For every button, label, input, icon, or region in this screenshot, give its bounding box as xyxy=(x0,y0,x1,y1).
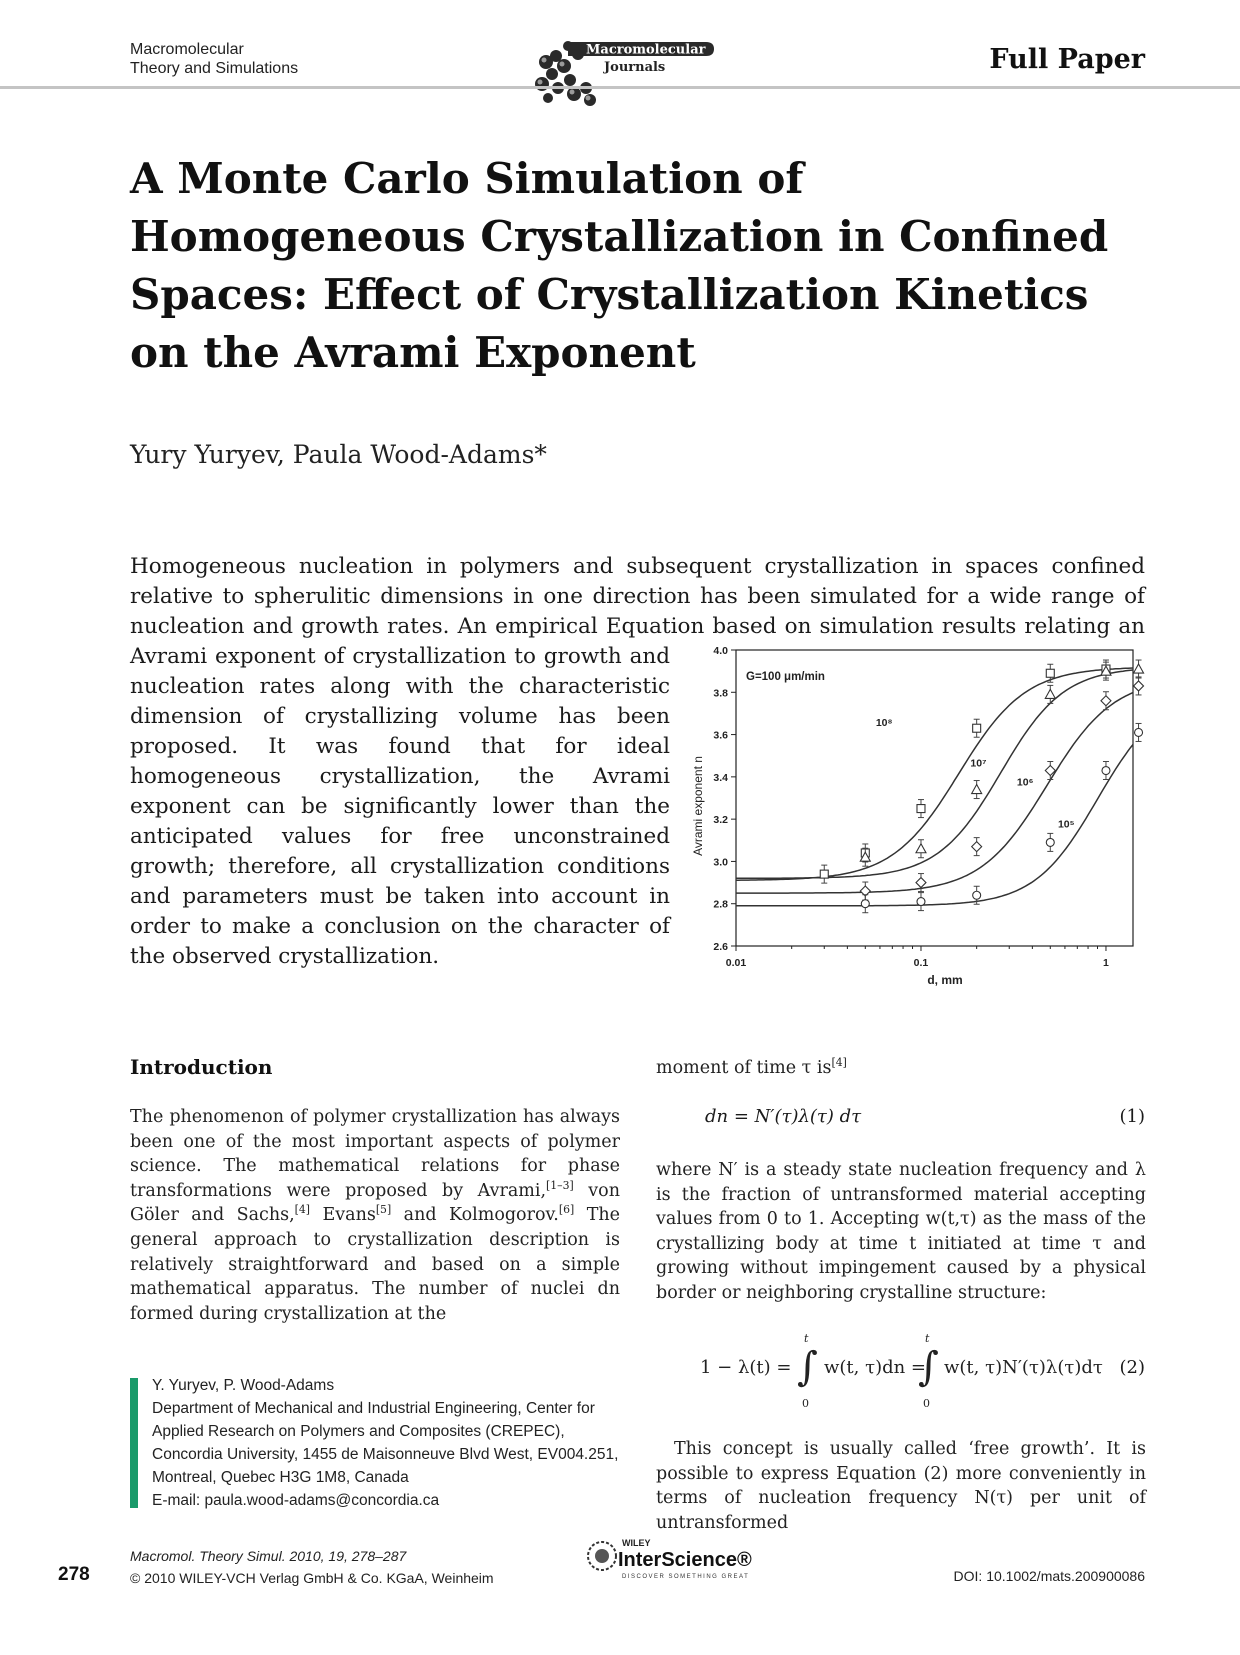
abstract-left: Avrami exponent of crystallization to growth and nucleation rates along with the characteristic dimension of crystallizing volume has been proposed. It was found that for ideal homogeneous crystallization, the Avrami exponent can be significantly lower than the anticipated values for free unconstrained growth; therefore, all crystallization conditions and parameters must be taken into account in order to make a conclusion on the character of the observed crystallization. xyxy=(130,644,670,969)
y-tick-label: 3.2 xyxy=(713,814,728,827)
series-label: 10⁸ xyxy=(875,717,893,730)
avrami-exponent-chart xyxy=(678,640,1158,990)
data-point-circle xyxy=(1102,767,1110,775)
intro-heading: Introduction xyxy=(130,1055,273,1079)
data-point-square xyxy=(973,724,981,732)
eq2-lower-limit: 0 xyxy=(923,1397,930,1410)
fit-curve xyxy=(736,668,1133,880)
logo-tagline: DISCOVER SOMETHING GREAT xyxy=(622,1574,750,1580)
journal-name-line2: Theory and Simulations xyxy=(130,60,299,77)
affiliation-accent-bar xyxy=(130,1378,138,1508)
page-number: 278 xyxy=(58,1564,90,1585)
data-point-square xyxy=(917,805,925,813)
intro-text-e: The general approach to crystallization description is relatively straightforward and based on a simple mathematical apparatus. The number of nuclei dn formed during crystallization at the xyxy=(130,1205,620,1324)
right-paragraph-2: where N′ is a steady state nucleation frequency and λ is the fraction of untransformed material accepting values from 0 to 1. Accepting w(t,τ) as the mass of the crystallizing body at time t initiated at time τ and growing without impingement caused by a physical border or neighboring crystalline structure: xyxy=(656,1160,1146,1303)
affiliation-names: Y. Yuryev, P. Wood-Adams xyxy=(152,1377,335,1394)
x-tick-label: 0.1 xyxy=(913,957,929,969)
y-tick-label: 2.6 xyxy=(713,941,728,953)
data-point-circle xyxy=(861,900,869,908)
eq2-rhs: w(t, τ)N′(τ)λ(τ)dτ xyxy=(944,1357,1103,1378)
y-tick-label: 3.4 xyxy=(713,771,728,784)
citation-ref: [4] xyxy=(831,1056,847,1070)
eq2-upper-limit: t xyxy=(925,1332,930,1345)
chart-x-label: d, mm xyxy=(927,973,963,987)
affiliation-email: E-mail: paula.wood-adams@concordia.ca xyxy=(152,1492,440,1509)
citation-ref: [6] xyxy=(558,1203,575,1217)
equation-1: dn = N′(τ)λ(τ) dτ xyxy=(705,1106,862,1127)
eq2-lhs: 1 − λ(t) = xyxy=(700,1357,792,1378)
intro-text-d: and Kolmogorov. xyxy=(391,1205,559,1226)
authors: Yury Yuryev, Paula Wood-Adams* xyxy=(130,440,547,469)
equation-1-number: (1) xyxy=(1119,1106,1145,1127)
x-tick-label: 0.01 xyxy=(725,957,747,969)
paper-title: A Monte Carlo Simulation of Homogeneous Crystallization in Confined Spaces: Effect of Crystallization Kinetics on the Avrami Exponent xyxy=(130,154,1109,377)
data-point-square xyxy=(1046,669,1054,677)
y-tick-label: 3.0 xyxy=(713,856,728,869)
data-point-triangle xyxy=(1134,664,1144,673)
data-point-diamond xyxy=(916,878,926,888)
journal-name-line1: Macromolecular xyxy=(130,41,244,58)
data-point-diamond xyxy=(1134,681,1144,691)
integral-sign: ∫ xyxy=(918,1344,939,1390)
data-point-square xyxy=(820,870,828,878)
series-label: 10⁷ xyxy=(970,757,987,770)
macromolecular-journals-logo xyxy=(528,32,718,110)
right-column-lead xyxy=(656,1056,1146,1081)
fit-curve xyxy=(736,693,1133,894)
chart-y-label: Avrami exponent n xyxy=(691,756,705,856)
citation-ref: [5] xyxy=(375,1203,392,1217)
data-point-triangle xyxy=(1045,689,1055,698)
data-point-triangle xyxy=(972,785,982,794)
data-point-triangle xyxy=(916,844,926,853)
affiliation-department: Department of Mechanical and Industrial Engineering, Center for Applied Research on Polymers and Composites (CREPEC), Concordia University, 1455 de Maisonneuve Blvd West, EV004.251, Montreal, Quebec H3G 1M8, Canada xyxy=(152,1400,619,1486)
data-point-circle xyxy=(1046,838,1054,846)
data-point-circle xyxy=(973,891,981,899)
header-rule xyxy=(0,86,1240,89)
footer-citation xyxy=(130,1545,494,1589)
x-tick-label: 1 xyxy=(1103,957,1109,969)
eq2-lower-limit: 0 xyxy=(802,1397,809,1410)
affiliation-box xyxy=(152,1374,632,1512)
intro-text-b: von Göler and Sachs, xyxy=(130,1180,620,1226)
y-tick-label: 3.8 xyxy=(713,687,728,700)
logo-line2: Journals xyxy=(604,60,666,75)
wiley-interscience-logo xyxy=(578,1532,778,1592)
eq2-middle: w(t, τ)dn = xyxy=(824,1357,927,1378)
footer-doi: DOI: 10.1002/mats.200900086 xyxy=(953,1568,1145,1584)
chart-fit-curves xyxy=(736,668,1133,906)
y-tick-label: 2.8 xyxy=(713,898,728,911)
section-label: Full Paper xyxy=(989,44,1145,75)
citation-line: Macromol. Theory Simul. 2010, 19, 278–287 xyxy=(130,1548,407,1564)
eq2-upper-limit: t xyxy=(804,1332,809,1345)
chart-annotation: G=100 μm/min xyxy=(746,671,825,683)
intro-text-c: Evans xyxy=(310,1205,376,1226)
fit-curve xyxy=(736,670,1133,878)
intro-paragraph xyxy=(130,1105,620,1326)
data-point-circle xyxy=(1135,728,1143,736)
logo-line1: Macromolecular xyxy=(586,42,706,58)
data-point-diamond xyxy=(972,842,982,852)
y-tick-label: 4.0 xyxy=(713,645,728,657)
citation-ref: [1–3] xyxy=(546,1178,574,1192)
y-tick-label: 3.6 xyxy=(713,729,728,742)
plot-area-frame xyxy=(736,650,1133,946)
right-lead-text: moment of time τ is xyxy=(656,1058,832,1078)
journal-name xyxy=(130,40,298,78)
logo-small-text: WILEY xyxy=(622,1538,651,1548)
series-label: 10⁵ xyxy=(1057,818,1075,831)
data-point-diamond xyxy=(1101,696,1111,706)
citation-ref: [4] xyxy=(294,1203,311,1217)
equation-2-number: (2) xyxy=(1119,1357,1145,1378)
chart-frame xyxy=(736,650,1133,946)
copyright-line: © 2010 WILEY-VCH Verlag GmbH & Co. KGaA, Weinheim xyxy=(130,1570,494,1586)
data-point-circle xyxy=(917,898,925,906)
logo-main-text: InterScience® xyxy=(618,1549,752,1571)
equation-2 xyxy=(700,1330,1140,1410)
series-label: 10⁶ xyxy=(1016,776,1034,789)
abstract-top: Homogeneous nucleation in polymers and subsequent crystallization in spaces confined relative to spherulitic dimensions in one direction has been simulated for a wide range of nucleation and growth rates. An empirical Equation based on simulation results relating an xyxy=(130,554,1145,639)
integral-sign: ∫ xyxy=(797,1344,818,1390)
right-paragraph-3: This concept is usually called ‘free growth’. It is possible to express Equation (2) more conveniently in terms of nucleation frequency N(τ) per unit of untransformed xyxy=(656,1439,1146,1533)
intro-text-a: The phenomenon of polymer crystallization has always been one of the most important aspects of polymer science. The mathematical relations for phase transformations were proposed by Avrami, xyxy=(130,1107,620,1201)
